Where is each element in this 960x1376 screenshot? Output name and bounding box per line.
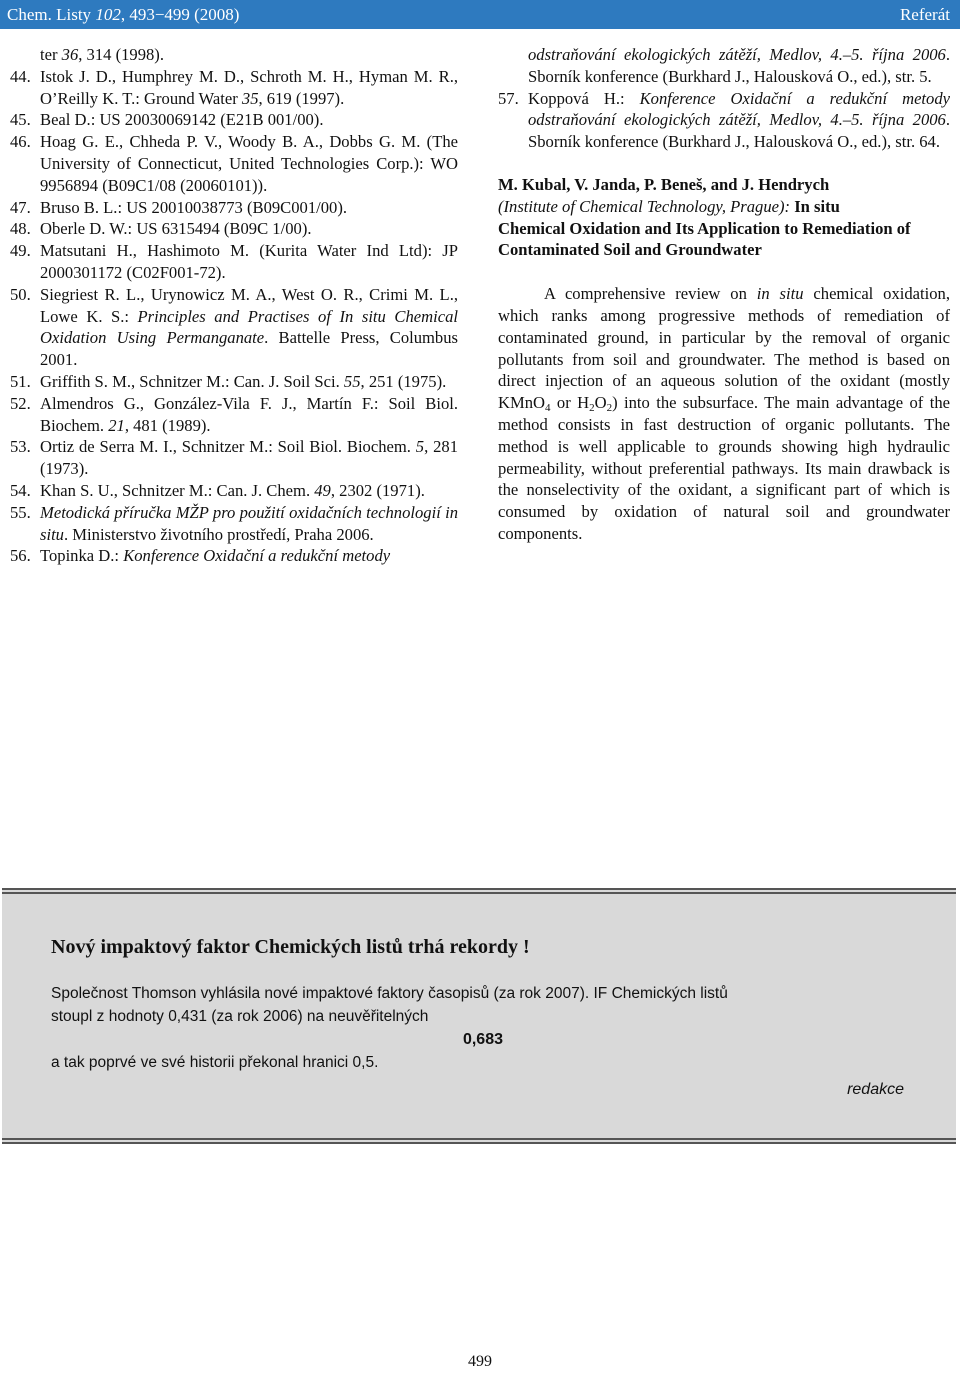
text-run: Ortiz de Serra M. I., Schnitzer M.: Soil Biol. Biochem. <box>40 437 416 457</box>
reference-item <box>10 131 458 196</box>
italic-text: Principles and Practises of In situ Chemical Oxidation Using Permanganate <box>40 306 458 348</box>
italic-text: 55 <box>343 371 361 391</box>
reference-number: 44. <box>10 66 31 86</box>
italic-text: 49 <box>314 480 331 500</box>
reference-item <box>10 284 458 371</box>
announcement-box <box>2 888 956 1144</box>
reference-number: 57. <box>498 88 519 108</box>
text-run: Hoag G. E., Chheda P. V., Woody B. A., Dobbs G. M. (The University of Connecticut, United Technologies Corp.): WO 9956894 (B09C1/08 (20060101)). <box>40 132 458 195</box>
abstract-affiliation: (Institute of Chemical Technology, Prague): In situ <box>498 196 840 216</box>
page-number: 499 <box>468 1353 492 1370</box>
reference-item <box>10 480 458 502</box>
reference-text <box>40 502 458 546</box>
text-run: . Sborník konference (Burkhard J., Halousková O., ed.), str. 64. <box>528 110 950 152</box>
italic-text: 21 <box>108 415 125 435</box>
reference-item <box>10 545 458 567</box>
text-run: Topinka D.: <box>40 546 124 566</box>
reference-number: 55. <box>10 502 31 522</box>
text-run: Matsutani H., Hashimoto M. (Kurita Water Ind Ltd): JP 2000301172 (C02F001-72). <box>40 241 458 282</box>
text-run: Siegriest R. L., Urynowicz M. A., West O. R., Crimi M. L., Lowe K. S.: <box>40 284 458 326</box>
reference-list-continued <box>498 44 950 153</box>
reference-text <box>40 66 458 110</box>
reference-item <box>10 502 458 546</box>
announcement-text: Společnost Thomson vyhlásila nové impaktové faktory časopisů (za rok 2007). IF Chemických listů stoupl z hodnoty 0,431 (za rok 2006) na neuvěřitelných <box>51 985 728 1025</box>
subscript: 2 <box>589 402 595 415</box>
reference-number: 56. <box>10 546 31 566</box>
italic-text: 36 <box>61 45 79 64</box>
right-column <box>498 44 950 545</box>
text-run: ) into the subsurface. The main advantage of the method consists in fast destruction of organic pollutants. The method is well applicable to grounds showing high hydraulic permeability, without preferential pathways. Its main drawback is the nonselectivity of the oxidant, a significant part of which is consumed by oxidation of natural soil and groundwater components. <box>498 393 950 543</box>
reference-number: 49. <box>10 241 31 261</box>
text-run: , 251 (1975). <box>360 371 447 391</box>
italic-text: Konference Oxidační a redukční metody odstraňování ekologických zátěží, Medlov, 4.–5. října 2006 <box>528 88 950 130</box>
abstract-title: Chemical Oxidation and Its Application to Remediation of Contaminated Soil and Groundwater <box>498 218 911 260</box>
abstract-authors: M. Kubal, V. Janda, P. Beneš, and J. Hendrych <box>498 174 830 194</box>
subscript: 2 <box>606 402 613 415</box>
reference-text <box>40 131 458 196</box>
italic-text: Konference Oxidační a redukční metody <box>123 546 391 566</box>
subscript: 4 <box>545 402 551 415</box>
reference-number: 47. <box>10 197 31 217</box>
reference-text <box>40 371 458 393</box>
left-column <box>10 44 458 567</box>
text-run: ter <box>40 45 62 64</box>
text-run: Koppová H.: <box>528 88 640 108</box>
reference-item <box>10 197 458 219</box>
reference-item <box>10 218 458 240</box>
reference-item <box>10 436 458 480</box>
text-run: Oberle D. W.: US 6315494 (B09C 1/00). <box>40 219 312 239</box>
text-run: A comprehensive review on <box>544 284 757 304</box>
journal-citation: Chem. Listy 102, 493−499 (2008) <box>7 5 240 24</box>
text-run: Khan S. U., Schnitzer M.: Can. J. Chem. <box>40 480 315 500</box>
text-run: Beal D.: US 20030069142 (E21B 001/00). <box>40 110 324 130</box>
reference-number: 52. <box>10 393 31 413</box>
reference-number: 53. <box>10 437 31 457</box>
reference-number: 48. <box>10 219 31 239</box>
text-run: . Sborník konference (Burkhard J., Halousková O., ed.), str. 5. <box>528 45 950 86</box>
reference-text <box>40 480 458 502</box>
text-run: , 314 (1998). <box>78 45 164 64</box>
text-run: , 481 (1989). <box>124 415 211 435</box>
text-run: . Ministerstvo životního prostředí, Praha 2006. <box>63 524 374 544</box>
text-run: Bruso B. L.: US 20010038773 (B09C001/00). <box>40 197 348 217</box>
reference-item <box>498 44 950 88</box>
italic-text: odstraňování ekologických zátěží, Medlov, 4.–5. října 2006 <box>528 45 946 64</box>
reference-item <box>10 393 458 437</box>
impact-factor-value: 0,683 <box>462 1031 503 1048</box>
reference-number: 45. <box>10 110 31 130</box>
text-run: chemical oxidation, which ranks among progressive methods of remediation of contaminated ground, in particular by the removal of organic pollutants from soil and groundwater. The method is based on direct injection of an aqueous solution of the oxidant (mostly KMnO <box>498 284 950 413</box>
text-run: Griffith S. M., Schnitzer M.: Can. J. Soil Sci. <box>40 371 344 391</box>
reference-number: 51. <box>10 371 31 391</box>
abstract-text <box>498 283 950 545</box>
text-run: Istok J. D., Humphrey M. D., Schroth M. H., Hyman M. R., O’Reilly K. T.: Ground Water <box>40 66 458 108</box>
reference-text <box>528 88 950 153</box>
text-run: , 281 (1973). <box>40 437 458 479</box>
reference-number: 50. <box>10 284 31 304</box>
reference-text <box>40 240 458 284</box>
reference-item <box>10 371 458 393</box>
reference-text <box>40 284 458 371</box>
reference-text <box>40 197 458 219</box>
text-run: . Battelle Press, Columbus 2001. <box>40 328 458 370</box>
reference-text <box>40 109 458 131</box>
text-run: or H <box>550 393 590 413</box>
reference-number: 54. <box>10 480 31 500</box>
text-run: , 619 (1997). <box>258 88 345 108</box>
italic-text: Metodická příručka MŽP pro použití oxidačních technologií in situ <box>40 502 458 544</box>
italic-text: 35 <box>241 88 259 108</box>
reference-item <box>10 240 458 284</box>
running-header <box>0 0 960 29</box>
announcement-text-continued: a tak poprvé ve své historii překonal hranici 0,5. <box>51 1054 379 1071</box>
text-run: O <box>594 393 607 413</box>
reference-number: 46. <box>10 132 31 152</box>
announcement-signature: redakce <box>847 1081 904 1098</box>
reference-item <box>10 66 458 110</box>
italic-text: in situ <box>756 284 804 304</box>
text-run: , 2302 (1971). <box>330 480 425 500</box>
reference-text <box>40 393 458 437</box>
section-label: Referát <box>899 5 950 24</box>
reference-item <box>498 88 950 153</box>
reference-item <box>10 44 458 66</box>
reference-text <box>40 218 458 240</box>
italic-text: 5 <box>415 437 425 457</box>
text-run: Almendros G., González-Vila F. J., Martín F.: Soil Biol. Biochem. <box>40 393 458 435</box>
reference-item <box>10 109 458 131</box>
reference-text <box>40 545 458 567</box>
announcement-title: Nový impaktový faktor Chemických listů trhá rekordy ! <box>51 936 530 958</box>
reference-text <box>40 436 458 480</box>
